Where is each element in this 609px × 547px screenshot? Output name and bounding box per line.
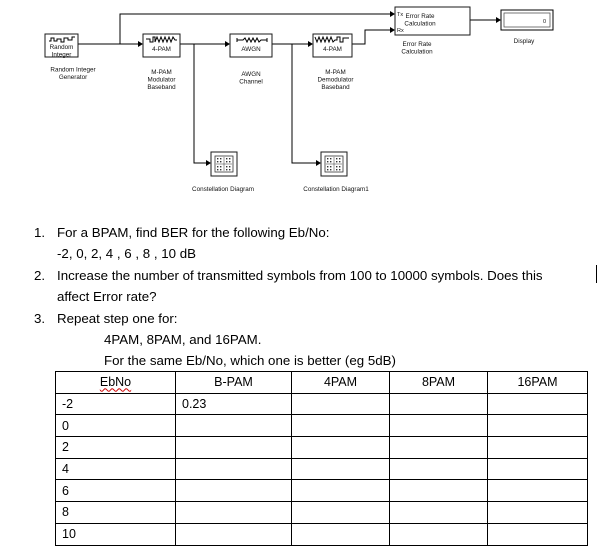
header-ebno: EbNo: [56, 372, 176, 394]
subitem-text: 4PAM, 8PAM, and 16PAM.: [104, 332, 262, 347]
error-rate-block[interactable]: [395, 7, 470, 35]
table-cell[interactable]: 6: [56, 480, 176, 502]
ber-table: [55, 371, 588, 546]
rx-port-label: Rx: [397, 28, 404, 34]
error-rate-label: Error Rate Calculation: [404, 13, 436, 28]
pam-mod-label: 4-PAM: [152, 46, 171, 53]
subitem-text: For the same Eb/No, which one is better (eg 5dB): [104, 353, 396, 368]
display-value: 0: [542, 19, 546, 25]
table-cell[interactable]: [292, 415, 390, 437]
pam-mod-caption: M-PAM Modulator Baseband: [147, 69, 176, 92]
table-row: [56, 458, 588, 480]
table-row: [56, 502, 588, 524]
table-cell[interactable]: 8: [56, 502, 176, 524]
table-cell[interactable]: 10: [56, 523, 176, 545]
random-integer-caption: Random Integer Generator: [50, 66, 96, 82]
text-cursor: [596, 265, 597, 283]
header-16pam: 16PAM: [488, 372, 588, 394]
pam-demod-label: 4-PAM: [323, 46, 342, 53]
table-cell[interactable]: [390, 415, 488, 437]
random-integer-label: Random Integer: [49, 44, 74, 59]
table-cell[interactable]: [292, 458, 390, 480]
table-cell[interactable]: [390, 393, 488, 415]
table-cell[interactable]: 2: [56, 437, 176, 459]
table-row: [56, 393, 588, 415]
table-cell[interactable]: [488, 502, 588, 524]
table-cell[interactable]: 0: [56, 415, 176, 437]
random-integer-block[interactable]: [45, 34, 78, 59]
table-cell[interactable]: -2: [56, 393, 176, 415]
question-number: 2.: [34, 268, 46, 283]
table-cell[interactable]: [292, 502, 390, 524]
table-cell[interactable]: [390, 523, 488, 545]
table-cell[interactable]: [176, 415, 292, 437]
display-caption: Display: [513, 38, 535, 45]
question-number: 3.: [34, 311, 46, 326]
table-row: [56, 480, 588, 502]
awgn-block[interactable]: [230, 34, 272, 57]
constellation1-caption: Constellation Diagram1: [303, 186, 369, 193]
table-cell[interactable]: [292, 480, 390, 502]
table-cell[interactable]: [176, 480, 292, 502]
table-cell[interactable]: [488, 393, 588, 415]
table-header-row: [56, 372, 588, 394]
question-number: 1.: [34, 225, 46, 240]
pam-modulator-block[interactable]: [143, 34, 180, 57]
table-row: [56, 437, 588, 459]
table-row: [56, 415, 588, 437]
table-cell[interactable]: 4: [56, 458, 176, 480]
header-4pam: 4PAM: [292, 372, 390, 394]
table-cell[interactable]: [390, 502, 488, 524]
table-cell[interactable]: [390, 458, 488, 480]
header-8pam: 8PAM: [390, 372, 488, 394]
pam-demodulator-block[interactable]: [313, 34, 352, 57]
error-rate-caption: Error Rate Calculation: [401, 41, 433, 56]
table-cell[interactable]: [390, 437, 488, 459]
table-cell[interactable]: [488, 437, 588, 459]
awgn-label: AWGN: [241, 46, 261, 53]
display-block[interactable]: [501, 10, 553, 30]
table-cell[interactable]: [176, 523, 292, 545]
pam-demod-caption: M-PAM Demodulator Baseband: [317, 69, 354, 92]
table-cell[interactable]: [488, 523, 588, 545]
table-cell[interactable]: [292, 393, 390, 415]
table-cell[interactable]: [390, 480, 488, 502]
table-cell[interactable]: [176, 458, 292, 480]
tx-port-label: Tx: [397, 12, 404, 18]
header-bpam: B-PAM: [176, 372, 292, 394]
table-cell[interactable]: [176, 437, 292, 459]
constellation-diagram1-block[interactable]: [321, 152, 347, 176]
table-cell[interactable]: [292, 523, 390, 545]
table-cell[interactable]: [488, 458, 588, 480]
ebno-values-text: -2, 0, 2, 4 , 6 , 8 , 10 dB: [57, 246, 196, 261]
table-cell[interactable]: [292, 437, 390, 459]
table-cell[interactable]: [488, 480, 588, 502]
constellation-caption: Constellation Diagram: [192, 186, 254, 193]
constellation-diagram-block[interactable]: [211, 152, 237, 176]
table-cell[interactable]: [176, 502, 292, 524]
question-text-cont: affect Error rate?: [57, 289, 157, 304]
table-cell[interactable]: 0.23: [176, 393, 292, 415]
table-row: [56, 523, 588, 545]
question-text: For a BPAM, find BER for the following Eb/No:: [57, 225, 330, 240]
question-text: Repeat step one for:: [57, 311, 178, 326]
table-cell[interactable]: [488, 415, 588, 437]
simulink-diagram: [0, 0, 609, 205]
awgn-caption: AWGN Channel: [239, 71, 263, 86]
question-text: Increase the number of transmitted symbols from 100 to 10000 symbols. Does this: [57, 268, 543, 283]
